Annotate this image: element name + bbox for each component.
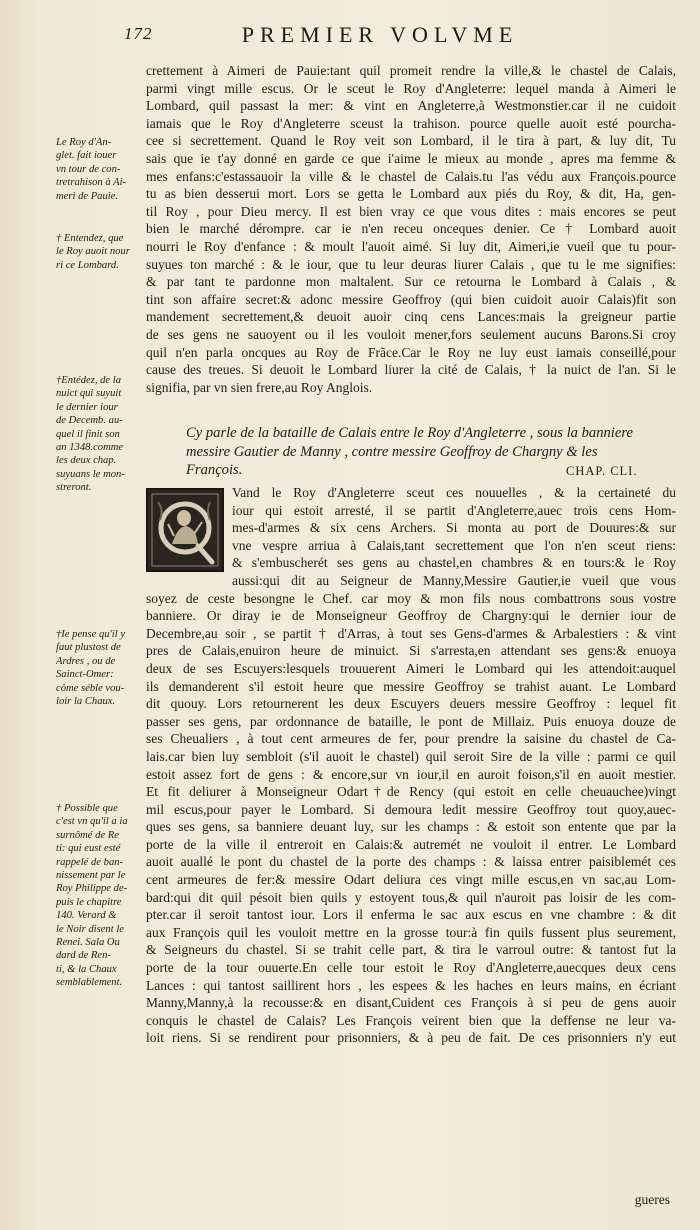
text-line: crettement à Aimeri de Pauie:tant quil promeit rendre la ville,& le chastel de Calais, (146, 63, 676, 78)
text-line: & par tant te pardonne mon maltalent. Sur ce retourna le Lombard à Calais , & (146, 274, 676, 290)
chapter-heading: Cy parle de la bataille de Calais entre le Roy d'Angleterre , sous la banniere messire Gautier de Manny , contre messire Geoffroy de Chargny & les François. (186, 425, 633, 478)
margin-note: †Ie pense qu'il y faut plustost de Ardres , ou de Sainct-Omer: côme séble vou- loir la Chaux. (56, 629, 126, 708)
page-number: 172 (124, 24, 153, 43)
text-line: loit riens. Si se rendirent pour prisonniers, & à peu de fait. De ces prisonniers n'y eut (146, 1030, 676, 1046)
text-line: ses Cheualiers , à tout cent armeures de fer, pour prendre la saisine du chastel de Ca- (146, 731, 676, 747)
text-line: mandement secrettement,& deuoit auoir cinq cens Lances:mais la greigneur partie (146, 309, 676, 325)
text-line: mes-d'armes & six cens Archers. Si monta au port de Douures:& sur (232, 520, 676, 536)
text-line: Lances : qui tantost saillirent hors , les espees & les haches en leurs mains, en écriant (146, 977, 676, 993)
text-line: porte de la ville il entreroit en Calais:& autremét ne vouloit il entrer. Le Lombard (146, 836, 676, 852)
margin-note: †Entédez, de la nuict qui suyuit le dernier iour de Decemb. au- quel il finit son an 1348.comme les deux chap. suyuans le mon- streront. (56, 375, 125, 494)
text-line: dit quouy. Lors retournerent les deux Escuyers deuers messire Geoffroy : lequel fit (146, 696, 676, 712)
text-line: pter.car il seroit tantost iour. Lors il enferma le sac aux escus en vne chambre : & dit (146, 907, 676, 923)
text-line: tu as bien desserui mort. Lors se getta le Lombard aux piés du Roy, & dit, Ha, gen- (146, 186, 676, 202)
text-line: mes enfans:c'estassauoir la ville & le chastel de Calais.tu l'as védu aux François.pource (146, 168, 676, 184)
text-line: Et fit deliurer à Monseigneur Odart†de Rency (qui estoit en celle cheuauchee)vingt (146, 784, 676, 800)
text-line: aux François quil les vouloit mettre en la grosse tour:à fin quils fussent plus seurement, (146, 924, 676, 940)
catchword: gueres (634, 1192, 670, 1207)
text-line: banniere. Or diray ie de Monseigneur Geoffroy de Chargny:qui le dernier iour de (146, 608, 676, 624)
text-line: porte de la tour ouuerte.En celle tour estoit le Roy d'Angleterre,auecques deux cens (146, 960, 676, 976)
text-line: & s'embuscherét ses gens au chastel,en chambres & en tours:& le Roy (232, 555, 676, 571)
text-line: cee si secrettement. Quand le Roy veit son Lombard, il le tira à part, & luy dit, Tu (146, 133, 676, 149)
text-line: iour qui estoit arresté, il se partit d'Angleterre,auec trois cens Hom- (232, 502, 676, 518)
margin-note: † Possible que c'est vn qu'il a ia surnômé de Re ti: qui eust esté rappelé de ban- nissement par le Roy Philippe de- puis le chapitre 140. Verard & le Noir disent le Renei. Sala Ou dard de Ren- ti, & la Chaux semblablement. (56, 803, 128, 989)
text-line: ques ses gens, sa banniere deuant luy, sur les champs : & estoit son entente que par la (146, 819, 676, 835)
text-line: bien le marché dérompre. car ie n'en receu onceques denier. Ce † Lombard auoit (146, 221, 676, 237)
text-line: iamais que le Roy d'Angleterre sceust la trahison. pource quelle auoit esté pourcha- (146, 115, 676, 131)
text-line: nourri le Roy d'enfance : & moult l'auoit aimé. Si luy dit, Aimeri,ie vueil que tu pour- (146, 238, 676, 254)
body-text (146, 62, 676, 396)
text-line: aussi:qui dit au Seigneur de Manny,Messire Gautier,ie vueil que vous (232, 572, 676, 588)
text-line: parmi vingt mille escus. Or le sceut le Roy d'Angleterre: lequel manda à Aimeri le (146, 80, 676, 96)
text-line: cause des treues. Si deuoit le Lombard liurer la cité de Calais, † la nuict de l'an. Si le (146, 362, 676, 378)
text-line: sais que ie t'ay donné en garde ce que i'aime le mieux au monde , apres ma femme & (146, 150, 676, 166)
text-line: auoit auallé le pont du chastel de la porte des champs : & laissa entrer paisiblemét ces (146, 854, 676, 870)
text-line: tint son affaire secret:& adonc messire Geoffroy (qui bien cuidoit auoir Calais)fit son (146, 291, 676, 307)
margin-note: † Entendez, que le Roy auoit nour ri ce Lombard. (56, 233, 130, 271)
chapter-text (146, 484, 676, 1047)
text-line: cent armeures de fer:& messire Odart deliura ces vingt mille escus,en vn sac,au Lom- (146, 872, 676, 888)
text-line: & Seigneurs du chastel. Si se trahit celle part, & tira le varroul outre: & tantost fut la (146, 942, 676, 958)
text-line: vne vespre arriua à Calais,tant secrettement que l'on n'en sceut riens: (232, 537, 676, 553)
text-line: mil escus,pour payer le Lombard. Si demoura ledit messire Geoffroy tout quoy,auec- (146, 801, 676, 817)
text-line: pres de Calais,enuiron heure de minuict. Si s'arresta,en attendant ses gens:& enuoya (146, 643, 676, 659)
text-line: Lombard, quil passast la mer: & vint en Angleterre,à Westmonstier.car il ne cuidoit (146, 98, 676, 114)
text-line: passer ses gens, par ordonnance de bataille, le pont de Millaiz. Puis enuoya douze de (146, 713, 676, 729)
text-line: soyez de ceste besongne le Chef. car moy & mon fils nous combattrons sous vostre (146, 590, 676, 606)
text-line: estoit assez fort de gens : & encore,sur vn iour,il en auroit foison,s'il en auoit mestier. (146, 766, 676, 782)
text-line: Manny,Manny,à la recousse:& en disant,Cuident ces François à si peu de gens auoir (146, 995, 676, 1011)
text-line: quil n'en parla oncques au Roy de Frãce.Car le Roy ne luy eust iamais conseillé,pour (146, 344, 676, 360)
text-line: ils demanderent s'il estoit heure que messire Geoffroy se trahist auant. Le Lombard (146, 678, 676, 694)
running-head: PREMIER VOLVME (241, 22, 519, 47)
text-line: conquis le chastel de Calais? Les François veirent bien que la deffense ne leur va- (146, 1012, 676, 1028)
text-line: Decembre,au soir , se partit † d'Arras, à tout ses Gens-d'armes & Arbalestiers : & vint (146, 625, 676, 641)
text-line: til Roy , pour Dieu mercy. Il est bien vray ce que vous dites : mais encores se peut (146, 203, 676, 219)
text-line: lais.car bien luy sembloit (s'il auoit le chastel) quil seroit Sire de la ville : parmi ce quil (146, 748, 676, 764)
text-line: deux de ses Escuyers:lesquels trouuerent Aimeri le Lombard qui les attendoit:auquel (146, 660, 676, 676)
text-line: de ses gens ne sauoyent ou il les vouloit mener,fors seulement aucuns Barons.Si croy (146, 326, 676, 342)
text-line: Vand le Roy d'Angleterre sceut ces nouuelles , & la certaineté du (232, 485, 676, 500)
margin-note: Le Roy d'An- glet. fait iouer vn tour de con- tretrahison à Ai- meri de Pauie. (56, 137, 127, 202)
chapter-number: CHAP. CLI. (566, 464, 638, 478)
text-line: bard:qui dit quil pésoit bien quils y estoyent tous,& quil n'auroit pas loisir de les com- (146, 889, 676, 905)
text-line: signifia, par vn sien frere,au Roy Anglois. (146, 379, 373, 395)
text-line: suyues ton marché : & le iour, que tu leur deuras liurer Calais , que tu le me signifies: (146, 256, 676, 272)
